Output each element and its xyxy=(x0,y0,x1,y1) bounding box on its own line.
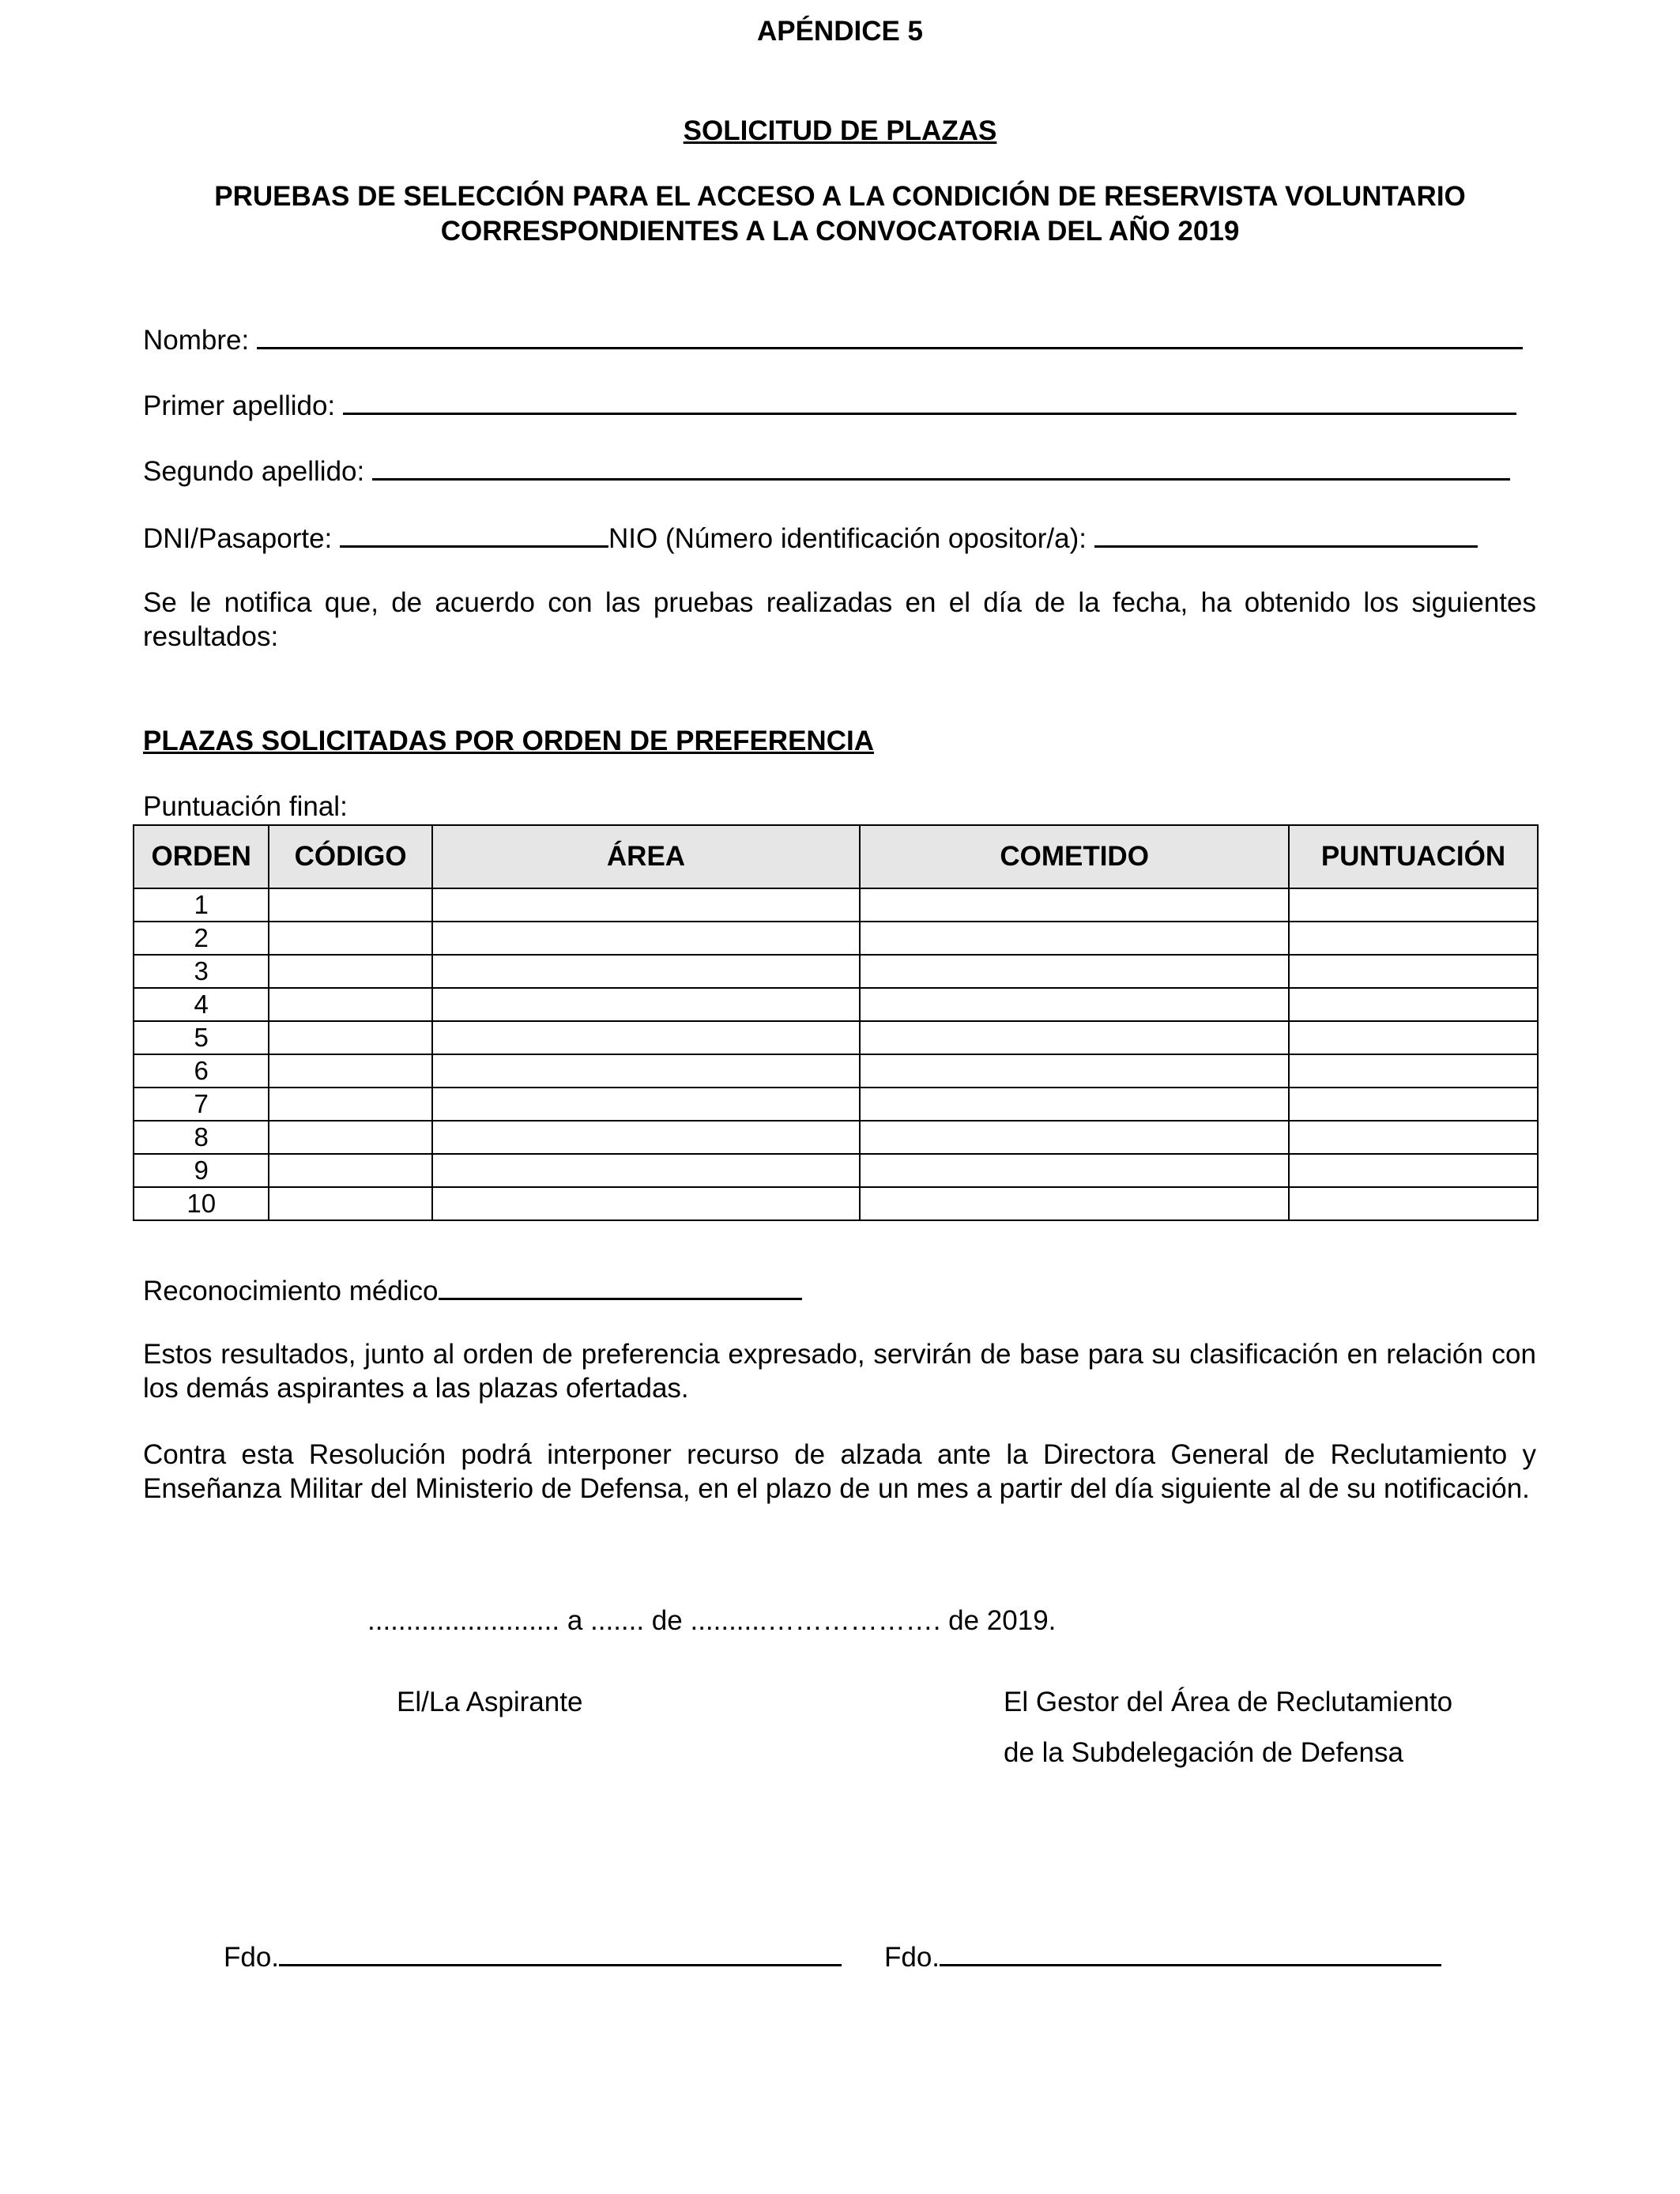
area-cell[interactable] xyxy=(432,1187,861,1220)
nombre-line[interactable] xyxy=(257,322,1523,349)
reconocimiento-field[interactable] xyxy=(143,1272,802,1308)
header-area: ÁREA xyxy=(432,825,861,888)
plazas-table xyxy=(133,824,1539,1221)
reconocimiento-line[interactable] xyxy=(439,1272,802,1300)
header-codigo: CÓDIGO xyxy=(269,825,431,888)
fdo-gestor-line[interactable] xyxy=(940,1939,1441,1966)
orden-cell: 2 xyxy=(134,922,269,955)
fdo-aspirante-field[interactable] xyxy=(224,1939,842,1974)
codigo-cell[interactable] xyxy=(269,888,431,922)
subtitle-line-2: CORRESPONDIENTES A LA CONVOCATORIA DEL AÑO 2019 xyxy=(440,216,1240,247)
area-cell[interactable] xyxy=(432,1054,861,1088)
dni-line[interactable] xyxy=(340,520,608,548)
area-cell[interactable] xyxy=(432,1121,861,1154)
fdo-gestor-label: Fdo. xyxy=(884,1942,940,1973)
table-row xyxy=(134,1021,1538,1054)
area-cell[interactable] xyxy=(432,1088,861,1121)
segundo-apellido-field[interactable] xyxy=(143,453,1510,488)
orden-cell: 3 xyxy=(134,955,269,988)
codigo-cell[interactable] xyxy=(269,1088,431,1121)
area-cell[interactable] xyxy=(432,988,861,1021)
area-cell[interactable] xyxy=(432,955,861,988)
cometido-cell[interactable] xyxy=(860,888,1289,922)
header-puntuacion: PUNTUACIÓN xyxy=(1289,825,1538,888)
table-row xyxy=(134,1187,1538,1220)
subtitle-line-1: PRUEBAS DE SELECCIÓN PARA EL ACCESO A LA CONDICIÓN DE RESERVISTA VOLUNTARIO xyxy=(214,181,1466,212)
area-cell[interactable] xyxy=(432,1021,861,1054)
orden-cell: 6 xyxy=(134,1054,269,1088)
paragraph-resultados: Estos resultados, junto al orden de preferencia expresado, servirán de base para su clasificación en relación con los demás aspirantes a las plazas ofertadas. xyxy=(143,1339,1536,1404)
puntuacion-cell[interactable] xyxy=(1289,1121,1538,1154)
puntuacion-cell[interactable] xyxy=(1289,1021,1538,1054)
section-title: PLAZAS SOLICITADAS POR ORDEN DE PREFERENCIA xyxy=(143,726,874,756)
reconocimiento-label: Reconocimiento médico xyxy=(143,1276,439,1306)
puntuacion-cell[interactable] xyxy=(1289,955,1538,988)
puntuacion-cell[interactable] xyxy=(1289,1187,1538,1220)
primer-apellido-line[interactable] xyxy=(343,387,1516,415)
table-row xyxy=(134,1121,1538,1154)
puntuacion-cell[interactable] xyxy=(1289,988,1538,1021)
puntuacion-cell[interactable] xyxy=(1289,888,1538,922)
nombre-field[interactable] xyxy=(143,322,1523,357)
puntuacion-cell[interactable] xyxy=(1289,1054,1538,1088)
cometido-cell[interactable] xyxy=(860,1121,1289,1154)
orden-cell: 9 xyxy=(134,1154,269,1187)
area-cell[interactable] xyxy=(432,1154,861,1187)
cometido-cell[interactable] xyxy=(860,988,1289,1021)
puntuacion-cell[interactable] xyxy=(1289,1088,1538,1121)
table-header-row xyxy=(134,825,1538,888)
cometido-cell[interactable] xyxy=(860,1021,1289,1054)
table-row xyxy=(134,988,1538,1021)
table-row xyxy=(134,1154,1538,1187)
fdo-gestor-field[interactable] xyxy=(884,1939,1441,1974)
puntuacion-cell[interactable] xyxy=(1289,922,1538,955)
table-row xyxy=(134,888,1538,922)
table-row xyxy=(134,1054,1538,1088)
nio-line[interactable] xyxy=(1094,520,1478,548)
primer-apellido-label: Primer apellido: xyxy=(143,390,336,421)
nombre-label: Nombre: xyxy=(143,325,250,356)
primer-apellido-field[interactable] xyxy=(143,387,1516,423)
segundo-apellido-line[interactable] xyxy=(372,453,1510,481)
area-cell[interactable] xyxy=(432,888,861,922)
area-cell[interactable] xyxy=(432,922,861,955)
notice-text: Se le notifica que, de acuerdo con las pruebas realizadas en el día de la fecha, ha obtenido los siguientes resultados: xyxy=(143,587,1536,652)
gestor-label-line-2: de la Subdelegación de Defensa xyxy=(1004,1737,1403,1768)
puntuacion-final-label: Puntuación final: xyxy=(143,791,348,822)
cometido-cell[interactable] xyxy=(860,955,1289,988)
cometido-cell[interactable] xyxy=(860,1187,1289,1220)
dni-label: DNI/Pasaporte: xyxy=(143,523,333,554)
gestor-label-line-1: El Gestor del Área de Reclutamiento xyxy=(1004,1687,1453,1717)
paragraph-recurso: Contra esta Resolución podrá interponer recurso de alzada ante la Directora General de Reclutamiento y Enseñanza Militar del Ministerio de Defensa, en el plazo de un mes a partir del día siguiente al de su notificación. xyxy=(143,1439,1536,1504)
cometido-cell[interactable] xyxy=(860,1154,1289,1187)
header-cometido: COMETIDO xyxy=(860,825,1289,888)
codigo-cell[interactable] xyxy=(269,955,431,988)
orden-cell: 4 xyxy=(134,988,269,1021)
codigo-cell[interactable] xyxy=(269,1187,431,1220)
codigo-cell[interactable] xyxy=(269,1021,431,1054)
table-row xyxy=(134,1088,1538,1121)
codigo-cell[interactable] xyxy=(269,1054,431,1088)
segundo-apellido-label: Segundo apellido: xyxy=(143,456,365,487)
header-orden: ORDEN xyxy=(134,825,269,888)
cometido-cell[interactable] xyxy=(860,922,1289,955)
nio-label: NIO (Número identificación opositor/a): xyxy=(608,523,1087,554)
codigo-cell[interactable] xyxy=(269,1121,431,1154)
codigo-cell[interactable] xyxy=(269,988,431,1021)
fdo-aspirante-line[interactable] xyxy=(279,1939,842,1966)
page-title: SOLICITUD DE PLAZAS xyxy=(683,115,997,146)
cometido-cell[interactable] xyxy=(860,1088,1289,1121)
orden-cell: 10 xyxy=(134,1187,269,1220)
orden-cell: 5 xyxy=(134,1021,269,1054)
puntuacion-cell[interactable] xyxy=(1289,1154,1538,1187)
cometido-cell[interactable] xyxy=(860,1054,1289,1088)
aspirante-label: El/La Aspirante xyxy=(397,1687,583,1717)
orden-cell: 8 xyxy=(134,1121,269,1154)
table-row xyxy=(134,955,1538,988)
codigo-cell[interactable] xyxy=(269,1154,431,1187)
date-line: ......................... a ....... de ..........………………. de 2019. xyxy=(367,1605,1057,1636)
table-row xyxy=(134,922,1538,955)
appendix-label: APÉNDICE 5 xyxy=(756,16,924,47)
codigo-cell[interactable] xyxy=(269,922,431,955)
fdo-aspirante-label: Fdo. xyxy=(224,1942,280,1973)
orden-cell: 1 xyxy=(134,888,269,922)
orden-cell: 7 xyxy=(134,1088,269,1121)
dni-nio-field[interactable] xyxy=(143,520,1478,556)
